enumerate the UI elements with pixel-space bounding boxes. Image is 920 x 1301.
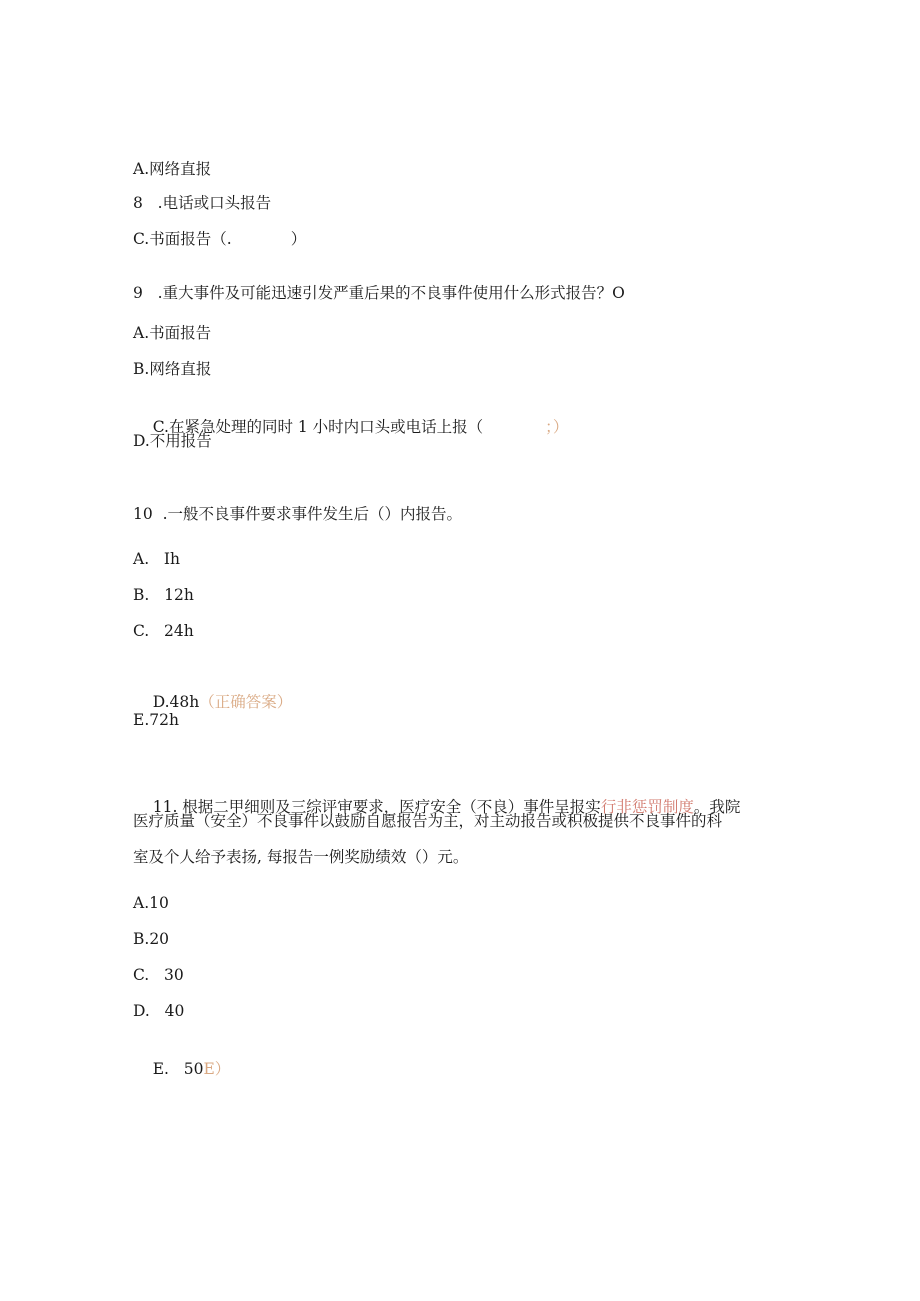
q10-option-b: B. 12h [133, 586, 194, 604]
q7-option-a: A.网络直报 [133, 160, 212, 178]
q11-question-line-3: 室及个人给予表扬, 每报告一例奖励绩效（）元。 [133, 848, 469, 866]
q9-question-text: 9 .重大事件及可能迅速引发严重后果的不良事件使用什么形式报告？O [133, 284, 625, 302]
q9-option-d: D.不用报告 [133, 432, 212, 450]
q9-option-c-text: C.在紧急处理的同时 1 小时内口头或电话上报（ [152, 418, 484, 436]
q11-line1-part-c: 。我院 [693, 798, 741, 816]
q10-option-d-text: D.48h [152, 693, 200, 711]
q11-option-a: A.10 [133, 894, 169, 912]
q11-option-d: D. 40 [133, 1002, 185, 1020]
q9-option-b: B.网络直报 [133, 360, 212, 378]
q10-option-a: A. Ih [133, 550, 181, 568]
q11-option-b: B.20 [133, 930, 170, 948]
q7-option-c: C.书面报告（. ） [133, 230, 307, 248]
q9-option-c-suffix: ；） [545, 418, 569, 436]
q7-option-b: 8 .电话或口头报告 [133, 194, 272, 212]
q10-option-c: C. 24h [133, 622, 194, 640]
q11-line1-highlight: 行非惩罚制度 [600, 798, 694, 816]
q10-option-e: E.72h [133, 711, 179, 729]
q11-option-e-text: E. 50 [152, 1060, 204, 1078]
q11-option-e [133, 1036, 230, 1102]
q11-line1-part-a: 11. 根据二甲细则及三综评审要求，医疗安全（不良）事件呈报实 [152, 798, 601, 816]
q10-question-text: 10 .一般不良事件要求事件发生后（）内报告。 [133, 505, 463, 523]
q11-question-line-2: 医疗质量（安全）不良事件以鼓励自愿报告为主，对主动报告或积极提供不良事件的科 [133, 812, 723, 830]
correct-answer-note: （正确答案） [199, 693, 293, 711]
q11-option-e-suffix: E） [203, 1060, 231, 1078]
q11-option-c: C. 30 [133, 966, 184, 984]
q9-option-a: A.书面报告 [133, 324, 212, 342]
